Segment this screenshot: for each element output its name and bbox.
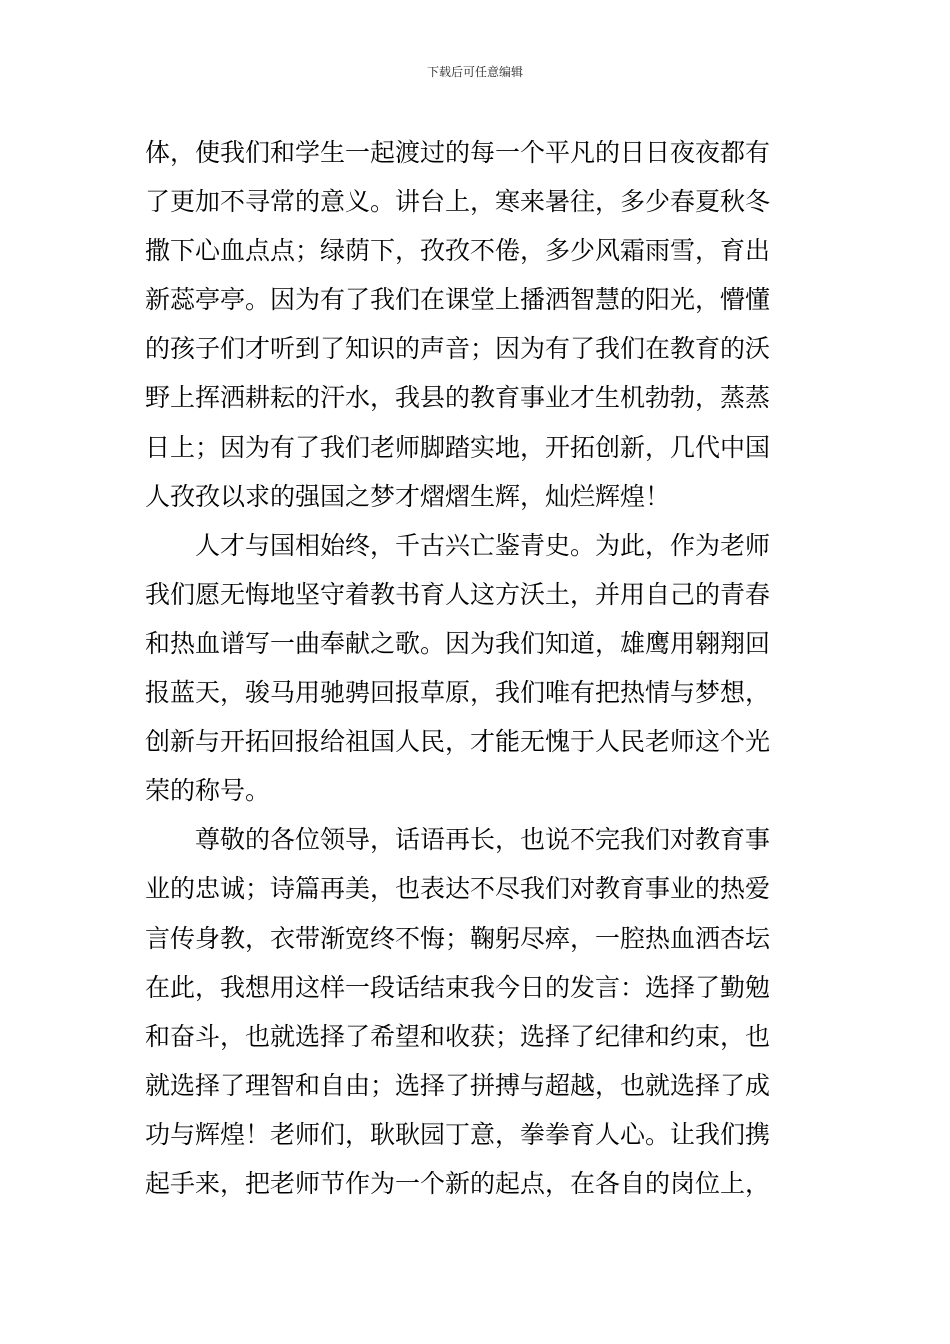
text-line: 和奋斗，也就选择了希望和收获；选择了纪律和约束，也 bbox=[145, 1021, 771, 1051]
text-line: 功与辉煌！老师们，耿耿园丁意，拳拳育人心。让我们携 bbox=[145, 1119, 771, 1149]
text-line: 言传身教，衣带渐宽终不悔；鞠躬尽瘁，一腔热血洒杏坛 bbox=[145, 923, 771, 953]
text-line: 新蕊亭亭。因为有了我们在课堂上播洒智慧的阳光，懵懂 bbox=[145, 285, 771, 315]
text-line: 野上挥洒耕耘的汗水，我县的教育事业才生机勃勃，蒸蒸 bbox=[145, 383, 771, 413]
text-line: 报蓝天，骏马用驰骋回报草原，我们唯有把热情与梦想， bbox=[145, 678, 771, 708]
text-line: 体，使我们和学生一起渡过的每一个平凡的日日夜夜都有 bbox=[145, 138, 771, 167]
text-line: 就选择了理智和自由；选择了拼搏与超越，也就选择了成 bbox=[145, 1070, 771, 1100]
text-line: 业的忠诚；诗篇再美，也表达不尽我们对教育事业的热爱 bbox=[145, 874, 771, 904]
paragraph-start-line: 尊敬的各位领导，话语再长，也说不完我们对教育事 bbox=[195, 825, 771, 855]
document-body bbox=[145, 128, 809, 1208]
text-line: 了更加不寻常的意义。讲台上，寒来暑往，多少春夏秋冬 bbox=[145, 187, 771, 217]
paragraph-start-line: 人才与国相始终，千古兴亡鉴青史。为此，作为老师 bbox=[195, 530, 771, 560]
text-line: 荣的称号。 bbox=[145, 776, 271, 806]
text-line: 日上；因为有了我们老师脚踏实地，开拓创新，几代中国 bbox=[145, 432, 771, 462]
text-line: 的孩子们才听到了知识的声音；因为有了我们在教育的沃 bbox=[145, 334, 771, 364]
text-line: 在此，我想用这样一段话结束我今日的发言：选择了勤勉 bbox=[145, 972, 771, 1002]
page-header: 下载后可任意编辑 bbox=[426, 65, 523, 79]
text-line: 和热血谱写一曲奉献之歌。因为我们知道，雄鹰用翱翔回 bbox=[145, 628, 771, 658]
text-line: 创新与开拓回报给祖国人民，才能无愧于人民老师这个光 bbox=[145, 727, 771, 757]
text-line: 人孜孜以求的强国之梦才熠熠生辉，灿烂辉煌！ bbox=[145, 481, 671, 511]
text-line: 撒下心血点点；绿荫下，孜孜不倦，多少风霜雨雪，育出 bbox=[145, 236, 771, 266]
text-line: 我们愿无悔地坚守着教书育人这方沃土，并用自己的青春 bbox=[145, 579, 771, 609]
text-line: 起手来，把老师节作为一个新的起点，在各自的岗位上， bbox=[145, 1168, 771, 1198]
